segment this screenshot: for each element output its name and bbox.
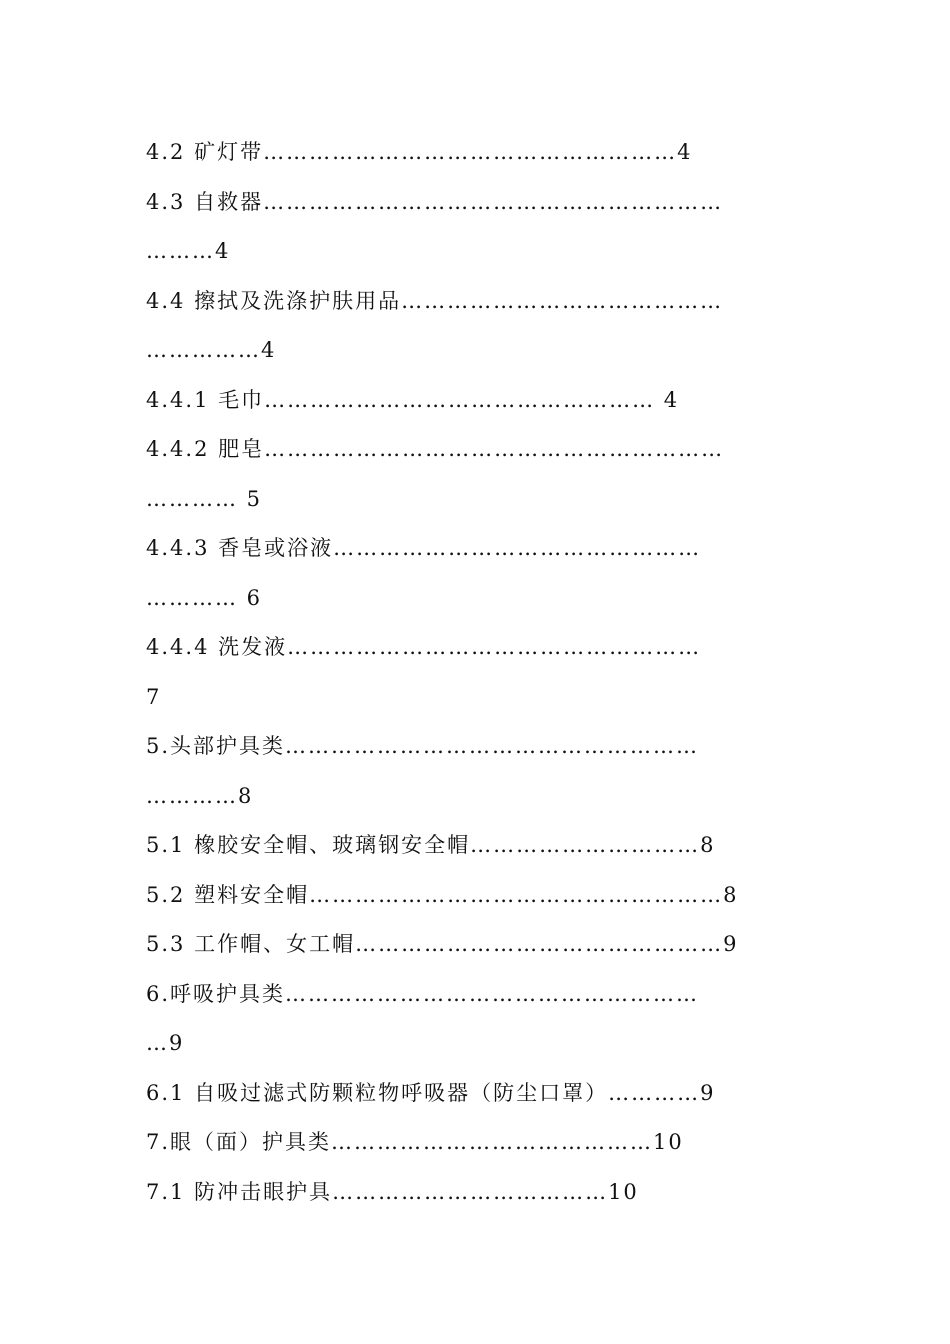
toc-line: ………… 5 bbox=[146, 486, 263, 511]
toc-line: 4.4 擦拭及洗涤护肤用品…………………………………… bbox=[146, 288, 724, 313]
toc-line: ………… 6 bbox=[146, 585, 263, 610]
toc-line: 5.2 塑料安全帽………………………………………………8 bbox=[146, 882, 739, 907]
toc-line: 4.2 矿灯带………………………………………………4 bbox=[146, 140, 693, 164]
toc-line: 5.1 橡胶安全帽、玻璃钢安全帽…………………………8 bbox=[146, 833, 716, 857]
toc-line: 7.眼（面）护具类……………………………………10 bbox=[146, 1130, 684, 1154]
toc-line: 4.3 自救器…………………………………………………… bbox=[146, 189, 724, 214]
toc-line: ……………4 bbox=[146, 338, 277, 362]
toc-line: 7 bbox=[146, 684, 162, 709]
toc-line: 4.4.4 洗发液……………………………………………… bbox=[146, 635, 702, 659]
toc-line: ………4 bbox=[146, 239, 231, 263]
toc-line: 6.呼吸护具类……………………………………………… bbox=[146, 981, 700, 1006]
toc-line: 6.1 自吸过滤式防颗粒物呼吸器（防尘口罩）…………9 bbox=[146, 1080, 716, 1105]
toc-line: …………8 bbox=[146, 783, 254, 808]
toc-line: …9 bbox=[146, 1031, 185, 1055]
table-of-contents bbox=[146, 128, 826, 1217]
toc-line: 5.头部护具类……………………………………………… bbox=[146, 734, 700, 758]
toc-line: 5.3 工作帽、女工帽…………………………………………9 bbox=[146, 932, 739, 956]
toc-line: 7.1 防冲击眼护具………………………………10 bbox=[146, 1179, 639, 1204]
toc-line: 4.4.3 香皂或浴液………………………………………… bbox=[146, 536, 702, 560]
toc-line: 4.4.1 毛巾…………………………………………… 4 bbox=[146, 387, 680, 412]
toc-line: 4.4.2 肥皂…………………………………………………… bbox=[146, 437, 725, 461]
